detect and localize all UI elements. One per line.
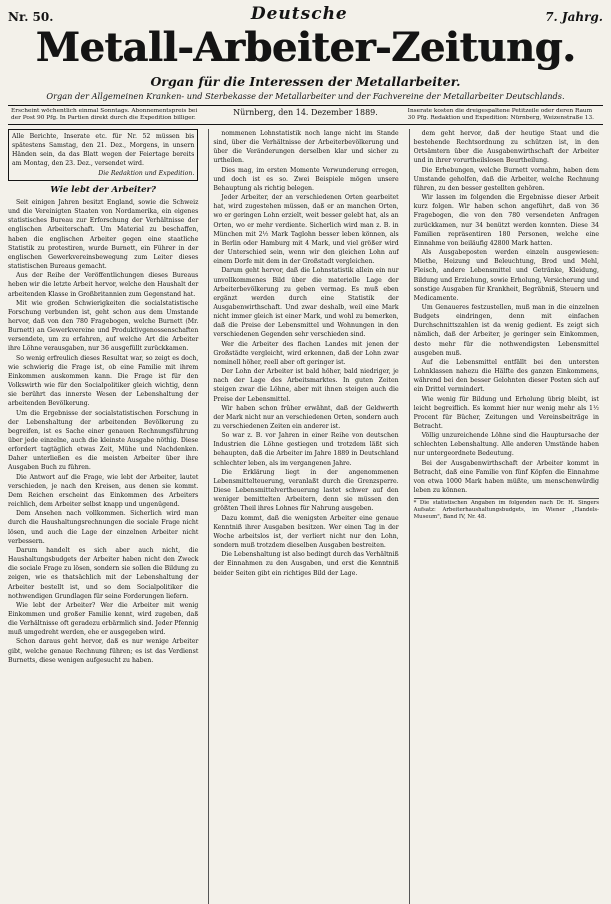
paragraph: nommenen Lohnstatistik noch lange nicht im Stande sind, über die Verhältnisse der Arbeiterbevölkerung und über die Veränderungen derselben klar und sicher zu urtheilen. <box>213 130 399 165</box>
paragraph: So war z. B. vor Jahren in einer Reihe von deutschen Industrien die Löhne gestiegen und trotzdem läßt sich behaupten, daß die Arbeiter im Jahre 1889 in Deutschland schlechter leben, als im vergangenen Jahre. <box>213 432 399 467</box>
column-1 <box>8 129 202 904</box>
paragraph: Wie wenig für Bildung und Erholung übrig bleibt, ist leicht begreiflich. Es kommt hier nur wenig mehr als 1½ Procent für Bücher, Zeitungen und Vereinsbeiträge in Betracht. <box>413 395 599 430</box>
subscription-info: Erscheint wöchentlich einmal Sonntags. Abonnementspreis bei der Post 90 Pfg. In Partien direkt durch die Expedition billiger. <box>11 108 198 121</box>
paragraph: Dem Ansehen nach vollkommen. Sicherlich wird man durch die Haushaltungsrechnungen die sociale Frage nicht lösen, und auch die Lage der einzelnen Arbeiter nicht verbessern. <box>8 510 199 545</box>
column-2 <box>208 129 402 904</box>
info-bar <box>8 105 603 125</box>
article-columns <box>8 129 603 904</box>
paragraph: Um die Ergebnisse der socialstatistischen Forschung in der Lebenshaltung der arbeitenden Bevölkerung zu begreifen, ist es Sache einer genauen Rechnungsführung über jede einzelne, auch die kleinste Ausgabe nöthig. Diese erfordert tagtäglich etwas Zeit, Mühe und Nachdenken. Daher unterließen es die meisten Arbeiter über ihre Ausgaben Buch zu führen. <box>8 409 199 472</box>
paragraph: Seit einigen Jahren besitzt England, sowie die Schweiz und die Vereinigten Staaten von Nordamerika, ein eigenes statistisches Bureau zur Erforschung der Verhältnisse der englischen Arbeiterschaft. Um Material zu beschaffen, haben die englischen Arbeiter gegen eine staatliche Statistik zu protestiren, wurde Burnett, ein Führer in der englischen Gewerkvereinsbewegung zum Leiter dieses statistischen Bureaus gemacht. <box>8 198 199 271</box>
paragraph: Als Ausgabeposten werden einzeln ausgewiesen: Miethe, Heizung und Beleuchtung, Brod und Mehl, Fleisch, andere Lebensmittel und Getränke, Kleidung, Bildung und Erziehung, sowie Erholung, Versicherung und sonstige Ausgaben für Krankheit, Begräbniß, Steuern und Medicamente. <box>413 249 599 302</box>
issue-date: Nürnberg, den 14. Dezember 1889. <box>233 108 378 117</box>
paragraph: Darum geht hervor, daß die Lohnstatistik allein ein nur unvollkommenes Bild über die materielle Lage der Arbeiterbevölkerung zu geben vermag. Es muß eben ergänzt werden durch eine Statistik der Ausgabenwirthschaft. Und zwar deshalb, weil eine Mark nicht immer gleich ist einer Mark, und wohl zu bemerken, daß die Preise der Lebensmittel und Wohnungen in den verschiedenen Gegenden sehr verschieden sind. <box>213 267 399 339</box>
paragraph: Dies mag, im ersten Momente Verwunderung erregen, und doch ist es so. Zwei Beispiele mögen unsere Behauptung als richtig belegen. <box>213 166 399 192</box>
newspaper-subtitle: Organ für die Interessen der Metallarbeiter. <box>150 74 461 89</box>
notice-text: Alle Berichte, Inserate etc. für Nr. 52 müssen bis spätestens Samstag, den 21. Dez., Morgens, in unsern Händen sein, da das Blatt wegen der Feiertage bereits am Montag, den 23. Dez., versendet wird. <box>12 133 195 168</box>
paragraph: Die Antwort auf die Frage, wie lebt der Arbeiter, lautet verschieden, je nach den Kreisen, aus denen sie kommt. Dem Reichen erscheint das Einkommen des Arbeiters reichlich, dem Arbeiter selbst knapp und ungenügend. <box>8 473 199 509</box>
masthead-top <box>8 4 603 24</box>
paragraph: Mit wie großen Schwierigkeiten die socialstatistische Forschung verbunden ist, geht schon aus dem Umstande hervor, daß von den 780 Fragebogen, welche Burnett (Mr. Burnett) an Gewerkvereine und Produktivgenossenschaften versendete, um zu erfahren, auf welche Art die Arbeiter ihre Löhne verausgaben, nur 36 ausgefüllt zurückkamen. <box>8 299 199 353</box>
paragraph: Dazu kommt, daß die wenigsten Arbeiter eine genaue Kenntniß ihrer Ausgaben besitzen. Wer einen Tag in der Woche arbeitslos ist, der verliert nicht nur den Lohn, sondern muß trotzdem dieselben Ausgaben bestreiten. <box>213 514 399 550</box>
notice-signature: Die Redaktion und Expedition. <box>98 169 195 177</box>
volume-year: 7. Jahrg. <box>545 10 603 24</box>
paragraph: dem geht hervor, daß der heutige Staat und die bestehende Rechtsordnung zu schützen ist, in den Ortsämtern über die Ausgabenwirthschaft der Arbeiter und in ihrer vorurtheilslosen Beurtheilung. <box>413 130 599 165</box>
paragraph: Die Lebenshaltung ist also bedingt durch das Verhältniß der Einnahmen zu den Ausgaben, und erst die Kenntniß beider Seiten gibt ein richtiges Bild der Lage. <box>213 551 399 577</box>
paragraph: Wie lebt der Arbeiter? Wer die Arbeiter mit wenig Einkommen und großer Familie kennt, wird zugeben, daß die Verhältnisse oft geradezu erbärmlich sind. Jeder Pfennig muß umgedreht werden, ehe er ausgegeben wird. <box>8 601 199 637</box>
paragraph: Um Genaueres festzustellen, muß man in die einzelnen Budgets eindringen, denn mit einfachen Durchschnittszahlen ist da wenig gedient. Es zeigt sich nämlich, daß der Arbeiter, je geringer sein Einkommen, desto mehr für die nothwendigsten Lebensmittel ausgeben muß. <box>413 303 599 357</box>
newspaper-title: Metall-Arbeiter-Zeitung. <box>35 24 576 71</box>
paragraph: Die Erhebungen, welche Burnett vornahm, haben dem Umstande geholfen, daß die Arbeiter, welche Rechnung führen, zu den besser gestellten gehören. <box>413 166 599 192</box>
paragraph: Völlig unzureichende Löhne sind die Hauptursache der schlechten Lebenshaltung. Alle anderen Umstände haben nur untergeordnete Bedeutung. <box>413 432 599 458</box>
paragraph: Schon daraus geht hervor, daß es nur wenige Arbeiter gibt, welche genaue Rechnung führen; es ist das Verdienst Burnetts, diese wenigen aufgesucht zu haben. <box>8 638 199 664</box>
paragraph: Jeder Arbeiter, der an verschiedenen Orten gearbeitet hat, wird zugestehen müssen, daß er an manchen Orten, wo er geringen Lohn erzielt, weit besser gelebt hat, als an Orten, wo er mehr verdiente. Sicherlich wird man z. B. in München mit 2½ Mark Taglohn besser leben können, als in Berlin oder Hamburg mit 4 Mark, und viel größer wird der Unterschied sein, wenn wir den gleichen Lohn auf einem Dorfe mit dem in der Großstadt vergleichen. <box>213 194 399 266</box>
issue-number: Nr. 50. <box>8 10 54 24</box>
paragraph: Der Lohn der Arbeiter ist bald höher, bald niedriger, je nach der Lage des Arbeitsmarktes. In guten Zeiten steigen zwar die Löhne, aber mit ihnen steigen auch die Preise der Lebensmittel. <box>213 368 399 403</box>
newspaper-organ-line: Organ der Allgemeinen Kranken- und Sterbekasse der Metallarbeiter und der Fachvereine der Metallarbeiter Deutschlands. <box>46 91 565 101</box>
column-3 <box>409 129 603 904</box>
paragraph: Wer die Arbeiter des flachen Landes mit jenen der Großstädte vergleicht, wird erkennen, daß der Lohn zwar nominell höher, reell aber oft geringer ist. <box>213 340 399 366</box>
footnote: * Die statistischen Angaben im folgenden nach Dr. H. Singers Aufsatz: Arbeiterhaushaltungsbudgets, im Wiener „Handels-Museum", Band IV, Nr. 48. <box>413 500 599 521</box>
paragraph: Wir haben schon früher erwähnt, daß der Geldwerth der Mark nicht nur an verschiedenen Orten, sondern auch zu verschiedenen Zeiten ein anderer ist. <box>213 404 399 430</box>
paragraph: Bei der Ausgabenwirthschaft der Arbeiter kommt in Betracht, daß eine Familie von fünf Köpfen die Einnahme von etwa 1000 Mark haben müßte, um menschenwürdig leben zu können. <box>413 459 599 495</box>
paragraph: Wir lassen im folgenden die Ergebnisse dieser Arbeit kurz folgen. Wir haben schon angeführt, daß von 36 Fragebogen, die von den 780 versendeten Anfragen zurückkamen, nur 34 benützt werden konnten. Diese 34 Familien repräsentiren 180 Personen, welche eine Einnahme von beiläufig 42800 Mark hatten. <box>413 194 599 247</box>
masthead-kicker: Deutsche <box>250 4 348 24</box>
paragraph: Die Erklärung liegt in der angenommenen Lebensmittelteuerung, veranlaßt durch die Grenzsperre. Diese Lebensmittelvertheuerung lastet schwer auf den weniger bemittelten Arbeitern, denn sie müssen den größten Theil ihres Lohnes für Nahrung ausgeben. <box>213 468 399 513</box>
advertising-info: Inserate kosten die dreigespaltene Petitzeile oder deren Raum 30 Pfg. Redaktion und Expedition: Nürnberg, Weizenstraße 13. <box>407 108 594 121</box>
article-heading: Wie lebt der Arbeiter? <box>50 184 157 195</box>
paragraph: So wenig erfreulich dieses Resultat war, so zeigt es doch, wie schwierig die Frage ist, ob eine Familie mit ihrem Einkommen auskommen kann. Die Frage ist für den Volkswirth wie für den Socialpolitiker gleich wichtig, denn sie berührt das innerste Wesen der Lebenshaltung der arbeitenden Bevölkerung. <box>8 354 199 408</box>
paragraph: Auf die Lebensmittel entfällt bei den untersten Lohnklassen nahezu die Hälfte des ganzen Einkommens, während bei den besser Gelohnten dieser Posten sich auf ein Drittel vermindert. <box>413 358 599 394</box>
editorial-notice <box>8 129 198 181</box>
paragraph: Darum handelt es sich aber auch nicht, die Haushaltungsbudgets der Arbeiter haben nicht den Zweck die sociale Frage zu lösen, sondern sie sollen die Bildung zu zeigen, wie es thatsächlich mit der Lebenshaltung der Arbeiter bestellt ist, und so dem Socialpolitiker die nothwendigen Grundlagen für seine Forderungen liefern. <box>8 546 199 600</box>
paragraph: Aus der Reihe der Veröffentlichungen dieses Bureaus heben wir die letzte Arbeit hervor, welche den Haushalt der arbeitenden Klasse in Großbritannien zum Gegenstand hat. <box>8 272 199 298</box>
